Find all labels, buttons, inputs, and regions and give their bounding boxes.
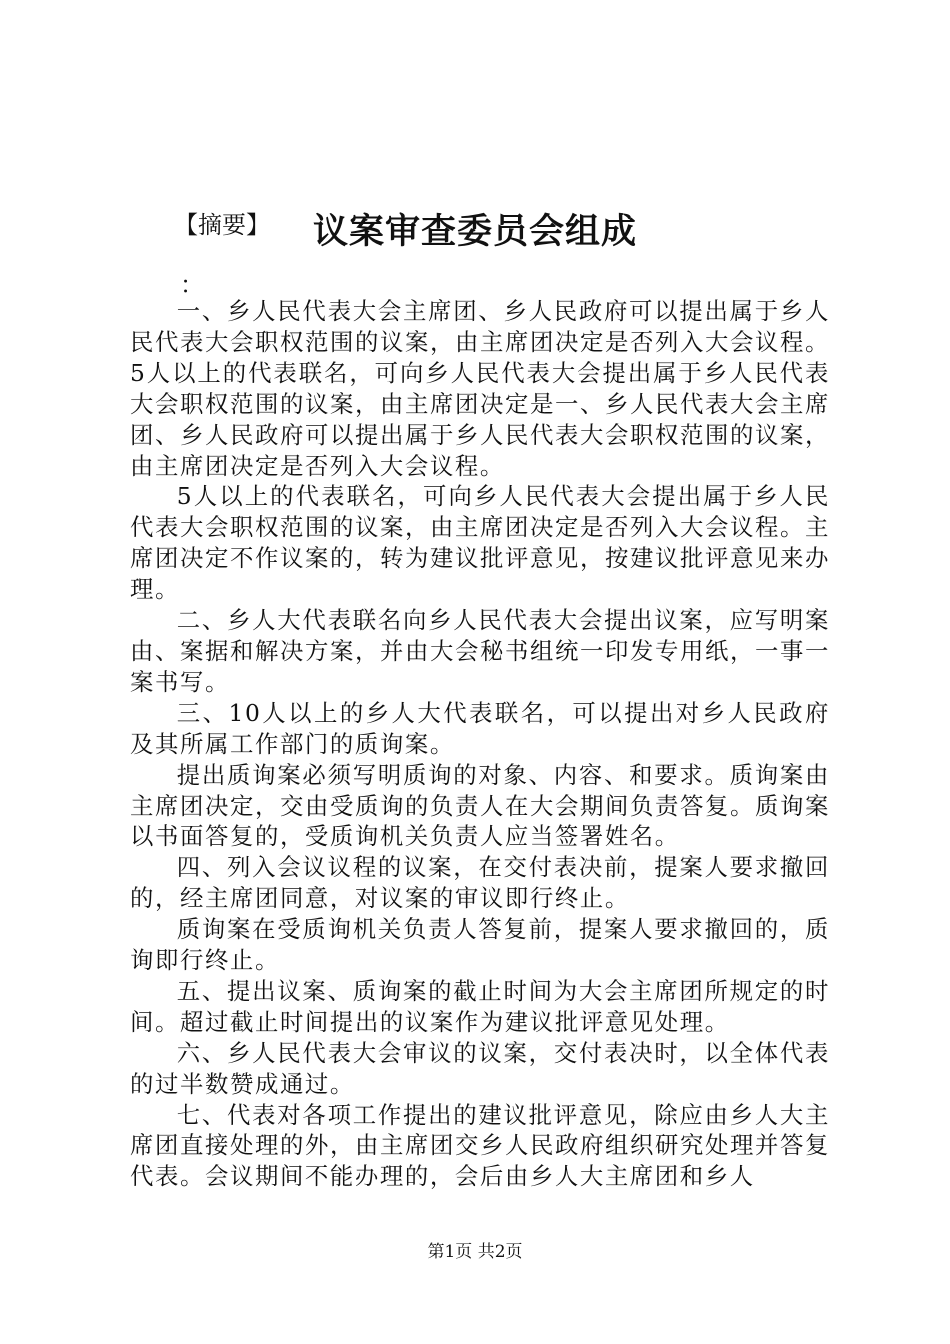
paragraph-8: 五、提出议案、质询案的截止时间为大会主席团所规定的时间。超过截止时间提出的议案作为建议批评意见处理。 <box>130 976 830 1036</box>
abstract-colon: ： <box>180 271 204 299</box>
document-title: 议案审查委员会组成 <box>312 211 637 253</box>
page-footer: 第1页 共2页 <box>427 1242 523 1262</box>
paragraph-3: 二、乡人大代表联名向乡人民代表大会提出议案，应写明案由、案据和解决方案，并由大会秘书组统一印发专用纸，一事一案书写。 <box>130 606 830 696</box>
paragraph-9: 六、乡人民代表大会审议的议案，交付表决时，以全体代表的过半数赞成通过。 <box>130 1038 830 1098</box>
document-body <box>130 296 830 1192</box>
paragraph-4: 三、10人以上的乡人大代表联名，可以提出对乡人民政府及其所属工作部门的质询案。 <box>130 698 830 758</box>
paragraph-7: 质询案在受质询机关负责人答复前，提案人要求撤回的，质询即行终止。 <box>130 915 830 975</box>
abstract-label: 【摘要】 <box>174 211 270 239</box>
paragraph-6: 四、列入会议议程的议案，在交付表决前，提案人要求撤回的，经主席团同意，对议案的审议即行终止。 <box>130 853 830 913</box>
paragraph-10: 七、代表对各项工作提出的建议批评意见，除应由乡人大主席团直接处理的外，由主席团交乡人民政府组织研究处理并答复代表。会议期间不能办理的，会后由乡人大主席团和乡人 <box>130 1100 830 1191</box>
paragraph-1: 一、乡人民代表大会主席团、乡人民政府可以提出属于乡人民代表大会职权范围的议案，由主席团决定是否列入大会议程。5人以上的代表联名，可向乡人民代表大会提出属于乡人民代表大会职权范围的议案，由主席团决定是一、乡人民代表大会主席团、乡人民政府可以提出属于乡人民代表大会职权范围的议案，由主席团决定是否列入大会议程。 <box>130 297 830 480</box>
paragraph-2: 5人以上的代表联名，可向乡人民代表大会提出属于乡人民代表大会职权范围的议案，由主席团决定是否列入大会议程。主席团决定不作议案的，转为建议批评意见，按建议批评意见来办理。 <box>130 482 830 604</box>
paragraph-5: 提出质询案必须写明质询的对象、内容、和要求。质询案由主席团决定，交由受质询的负责人在大会期间负责答复。质询案以书面答复的，受质询机关负责人应当签署姓名。 <box>130 760 830 851</box>
